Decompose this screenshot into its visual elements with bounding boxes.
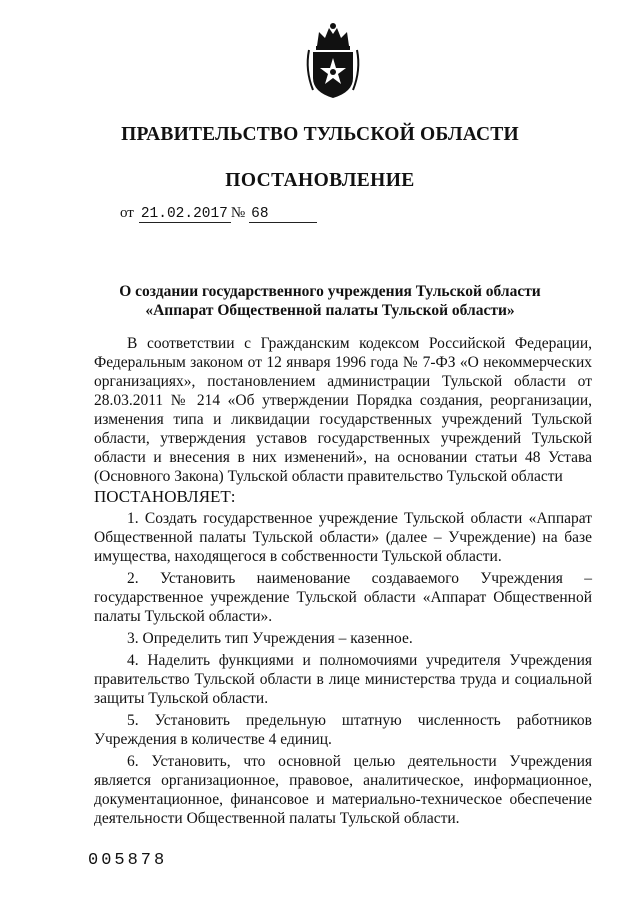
document-number: 68 bbox=[249, 206, 317, 223]
document-subject bbox=[80, 282, 580, 320]
preamble-paragraph: В соответствии с Гражданским кодексом Российской Федерации, Федеральным законом от 12 января 1996 года № 7-ФЗ «О некоммерческих организациях», постановлением администрации Тульской области от 28.03.2011 № 214 «Об утверждении Порядка создания, реорганизации, изменения типа и ликвидации государственных учреждений Тульской области, утверждения уставов государственных учреждений Тульской области и внесения в них изменений», на основании статьи 48 Устава (Основного Закона) Тульской области правительство Тульской области bbox=[94, 335, 592, 485]
document-requisites bbox=[120, 205, 317, 223]
clause-1: 1. Создать государственное учреждение Тульской области «Аппарат Общественной палаты Тульской области» (далее – Учреждение) на базе имущества, находящегося в собственности Тульской области. bbox=[94, 510, 592, 565]
document-type: ПОСТАНОВЛЕНИЕ bbox=[225, 170, 415, 191]
clause-4: 4. Наделить функциями и полномочиями учредителя Учреждения правительство Тульской области в лице министерства труда и социальной защиты Тульской области. bbox=[94, 652, 592, 707]
document-body bbox=[94, 334, 592, 831]
clause-6: 6. Установить, что основной целью деятельности Учреждения является организационное, правовое, аналитическое, информационное, документационное, финансовое и материально-техническое обеспечение деятельности Общественной палаты Тульской области. bbox=[94, 753, 592, 827]
clause-5: 5. Установить предельную штатную численность работников Учреждения в количестве 4 единиц. bbox=[94, 712, 592, 748]
document-date: 21.02.2017 bbox=[139, 206, 231, 223]
form-serial-number: 005878 bbox=[88, 851, 168, 870]
date-label: от bbox=[120, 205, 134, 221]
decree-word: ПОСТАНОВЛЯЕТ: bbox=[94, 487, 236, 506]
subject-line-2: «Аппарат Общественной палаты Тульской области» bbox=[145, 302, 515, 319]
subject-line-1: О создании государственного учреждения Тульской области bbox=[119, 283, 541, 300]
clause-2: 2. Установить наименование создаваемого Учреждения – государственное учреждение Тульской области «Аппарат Общественной палаты Тульской области». bbox=[94, 570, 592, 625]
clause-3: 3. Определить тип Учреждения – казенное. bbox=[127, 630, 413, 647]
government-title: ПРАВИТЕЛЬСТВО ТУЛЬСКОЙ ОБЛАСТИ bbox=[121, 124, 519, 145]
number-label: № bbox=[230, 205, 246, 221]
coat-of-arms-icon bbox=[303, 20, 363, 100]
